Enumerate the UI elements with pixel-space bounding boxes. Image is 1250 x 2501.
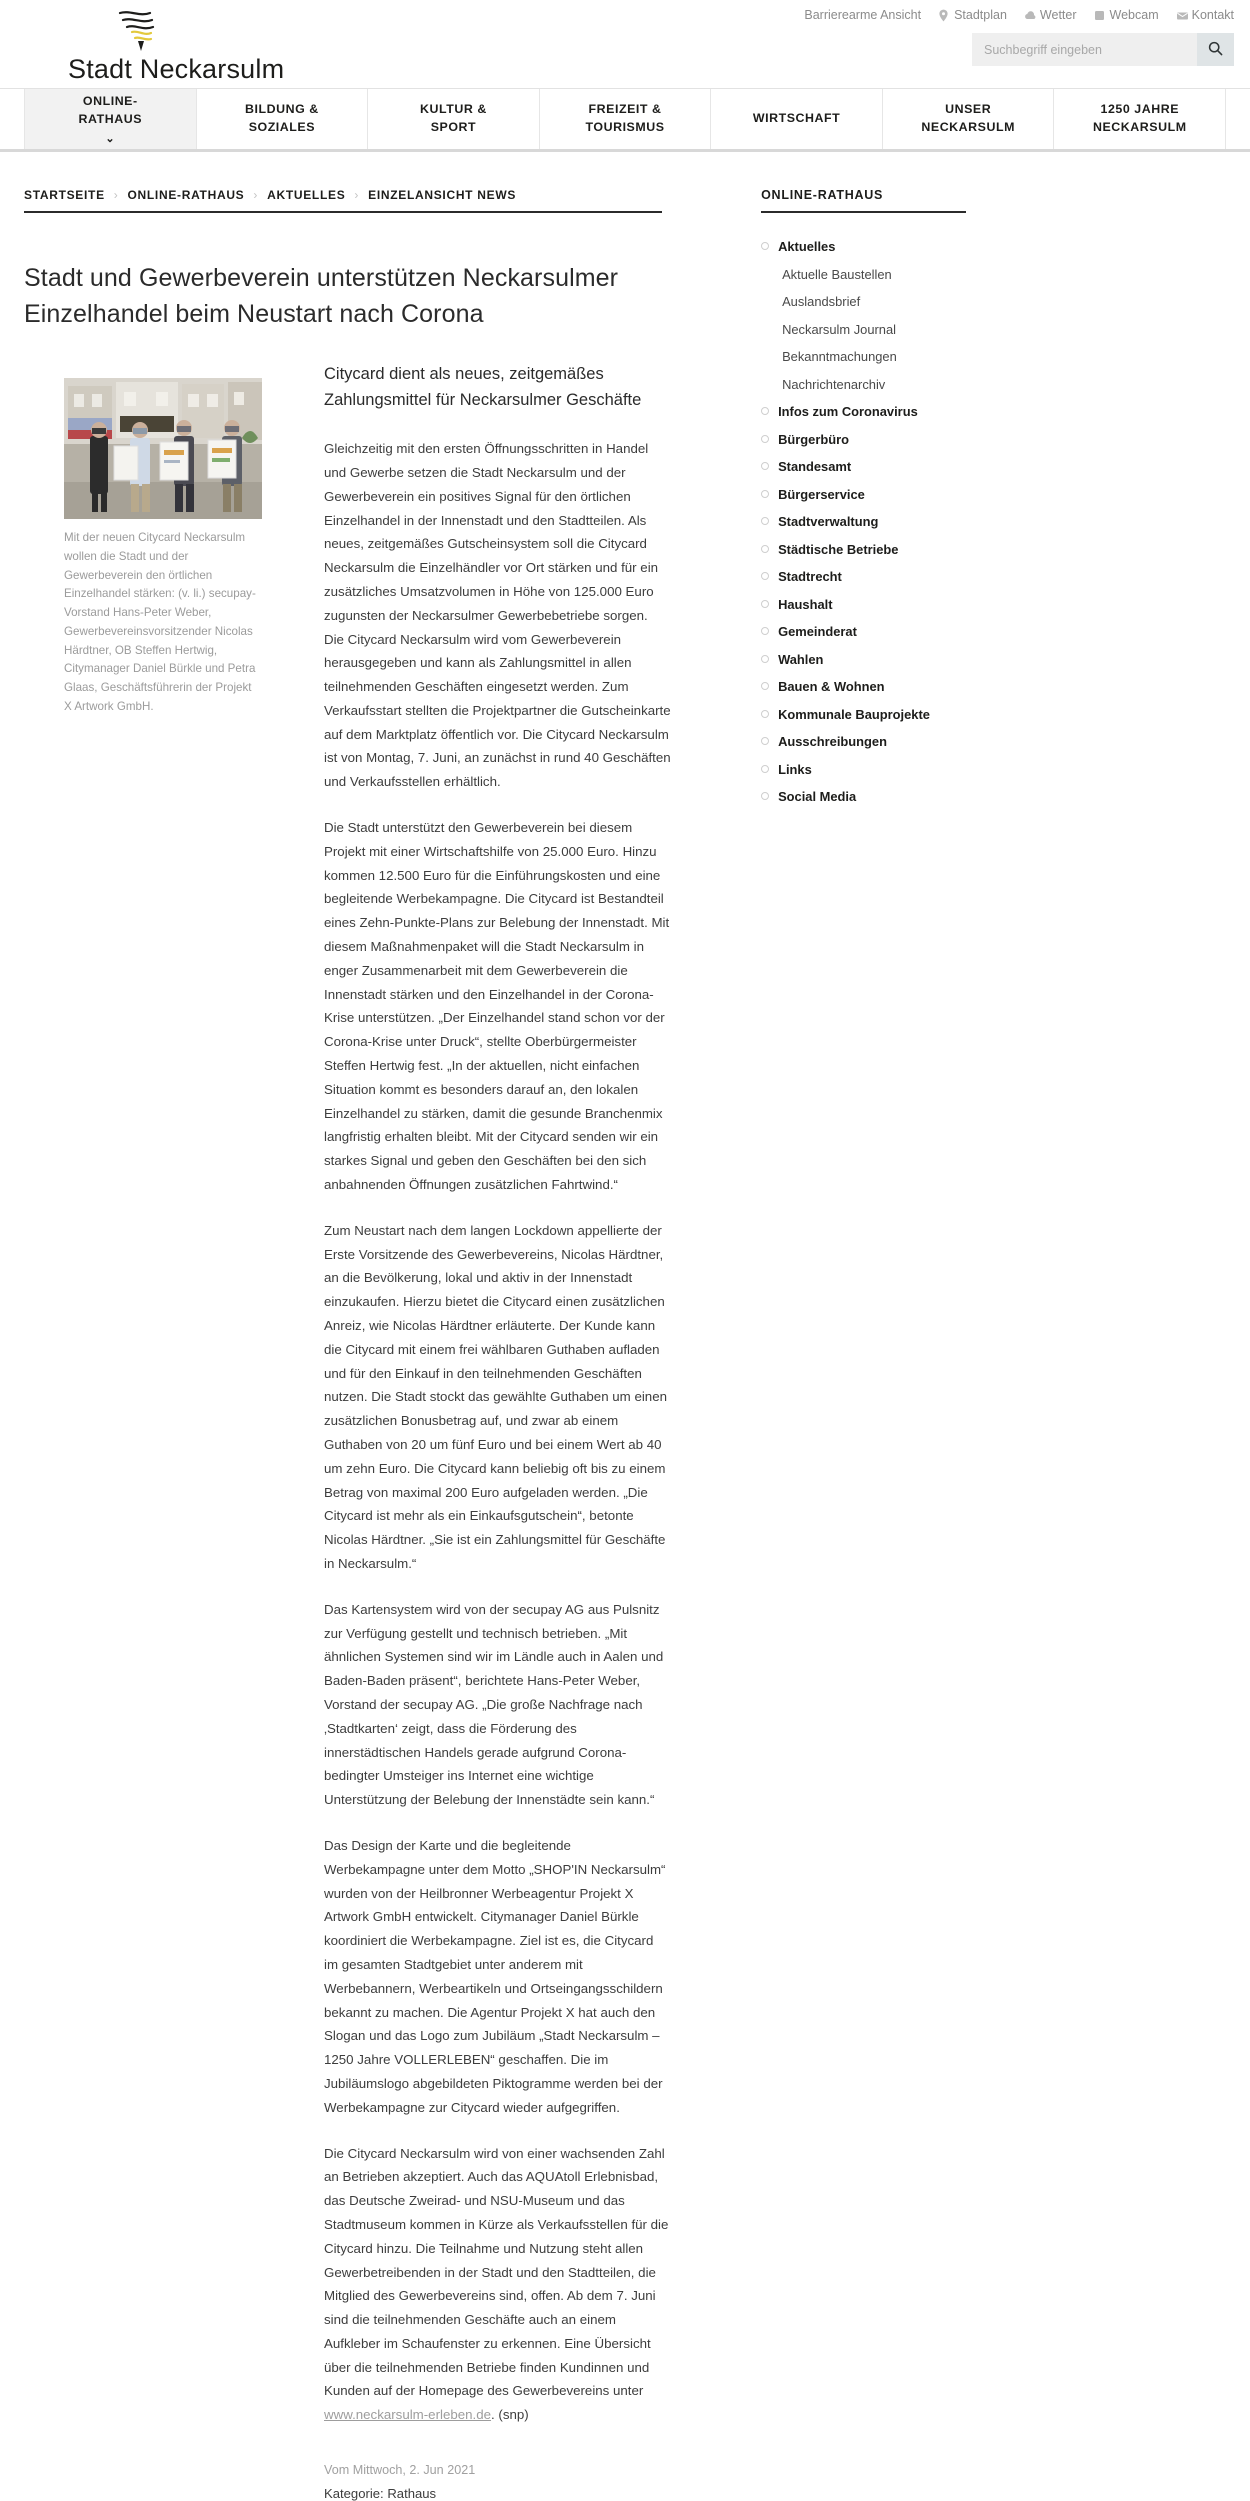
main-navigation [0,88,1250,152]
bullet-icon [761,792,769,800]
sidebar-item-label: Standesamt [778,459,852,474]
sidebar-item-label: Links [778,761,812,777]
map-pin-icon [938,9,949,22]
neckarsulm-wave-crest-icon [110,8,172,52]
bullet-icon [761,627,769,635]
sidebar-item-buergerservice[interactable] [761,486,966,517]
sidebar-item-standesamt[interactable] [761,461,966,489]
article-lead: Citycard dient als neues, zeitgemäßes Zahlungsmittel für Neckarsulmer Geschäfte [324,365,642,409]
article-image-caption: Mit der neuen Citycard Neckarsulm wollen die Stadt und der Gewerbeverein den örtlichen Einzelhandel stärken: (v. li.) secupay-Vorstand Hans-Peter Weber, Gewerbevereinsvorsitzender Nicolas Härdtner, OB Steffen Hertwig, Citymanager Daniel Bürkle und Petra Glaas, Geschäftsführerin der Projekt X Artwork GmbH. [64,531,256,714]
nav-item-online-rathaus[interactable] [24,89,196,149]
sidebar-title: ONLINE-RATHAUS [761,188,966,213]
sidebar-item-label: Wahlen [778,651,824,667]
sidebar-item-links[interactable] [761,761,966,792]
sidebar-item-label: Ausschreibungen [778,734,887,749]
neckarsulm-erleben-link[interactable]: www.neckarsulm-erleben.de [324,2407,492,2423]
nav-item-line-2: SPORT [430,120,477,134]
nav-item-line-1: BILDUNG & [244,102,319,117]
sidebar-item-label: Bauen & Wohnen [778,679,885,694]
article-paragraph: Zum Neustart nach dem langen Lockdown appellierte der Erste Vorsitzende des Gewerbevereins, Nicolas Härdtner, an die Bevölkerung, lokal und aktiv in der Innenstadt einzukaufen. Hierzu bietet die Citycard einen zusätzlichen Anreiz, wie Nicolas Härdtner erläuterte. Der Kunde kann die Citycard mit einem frei wählbaren Guthaben aufladen und für den Einkauf in den teilnehmenden Geschäften nutzen. Die Stadt stockt das gewählte Guthaben um einen zusätzlichen Bonusbetrag auf, und zwar ab einem Guthaben von 20 um fünf Euro und bei einem Wert ab 40 um zehn Euro. Die Citycard kann beliebig oft bis zu einem Betrag von maximal 200 Euro aufgeladen werden. „Die Citycard ist mehr als ein Einkaufsgutschein“, betonte Nicolas Härdtner. „Sie ist ein Zahlungsmittel für Geschäfte in Neckarsulm.“ [324,1222,667,1571]
sidebar-item-label: Aktuelle Baustellen [782,266,892,282]
sidebar-item-nachrichtenarchiv[interactable] [761,376,966,407]
nav-item-line-2: RATHAUS [78,111,143,126]
sidebar-item-bekanntmachungen[interactable] [761,351,966,379]
article-meta [324,2463,671,2501]
sidebar-item-haushalt[interactable] [761,596,966,627]
sidebar-item-label: Neckarsulm Journal [782,321,896,337]
sidebar-item-stadtrecht[interactable] [761,571,966,599]
breadcrumb-item-startseite[interactable]: STARTSEITE [24,188,105,202]
cloud-icon [1024,9,1035,22]
sidebar-item-gemeinderat[interactable] [761,626,966,654]
bullet-icon [761,765,769,773]
meta-link-webcam[interactable] [1094,8,1159,22]
sidebar-item-label: Auslandsbrief [782,294,861,309]
meta-link-label: Webcam [1109,8,1159,22]
sidebar-item-infos-zum-coronavirus[interactable] [761,406,966,434]
article-paragraph: Gleichzeitig mit den ersten Öffnungsschritten in Handel und Gewerbe setzen die Stadt Neckarsulm und der Gewerbeverein ein positives Signal für den örtlichen Einzelhandel in der Innenstadt und den Stadtteilen. Als neues, zeitgemäßes Gutscheinsystem soll die Citycard Neckarsulm die Einzelhändler vor Ort stärken und für ein zusätzliches Umsatzvolumen in Höhe von 125.000 Euro zugunsten der Neckarsulmer Gewerbebetriebe sorgen. Die Citycard Neckarsulm wird vom Gewerbeverein herausgegeben und kann als Zahlungsmittel in allen teilnehmenden Geschäften eingesetzt werden. Zum Verkaufsstart stellten die Projektpartner die Gutscheinkarte auf dem Marktplatz öffentlich vor. Die Citycard Neckarsulm ist von Montag, 7. Juni, an zunächst in rund 40 Geschäften und Verkaufsstellen erhältlich. [324,441,671,790]
sidebar-item-neckarsulm-journal[interactable] [761,321,966,352]
sidebar-item-stadtverwaltung[interactable] [761,516,966,544]
nav-item-line-1: UNSER [945,102,992,117]
sidebar-item-buergerbuero[interactable] [761,431,966,462]
final-paragraph-suffix: . (snp) [491,2407,529,2423]
search-form [972,33,1234,66]
sidebar-item-social-media[interactable] [761,791,966,819]
sidebar-item-wahlen[interactable] [761,651,966,682]
article-figure [64,378,262,2485]
nav-item-line-1: WIRTSCHAFT [752,111,841,125]
camera-icon [1094,9,1105,22]
sidebar-item-label: Stadtverwaltung [778,514,879,529]
sidebar-item-label: Haushalt [778,596,833,612]
nav-item-kultur-sport[interactable] [367,89,539,149]
meta-link-kontakt[interactable] [1176,8,1234,22]
sidebar-item-auslandsbrief[interactable] [761,296,966,324]
nav-item-line-1: KULTUR & [420,102,487,117]
bullet-icon [761,737,769,745]
sidebar-item-label: Social Media [778,789,857,804]
logo-wordmark: Stadt Neckarsulm [68,54,285,84]
meta-link-stadtplan[interactable] [938,8,1007,22]
bullet-icon [761,435,769,443]
nav-item-line-1: 1250 JAHRE [1100,102,1180,117]
sidebar-item-label: Kommunale Bauprojekte [778,706,930,722]
page-title: Stadt und Gewerbeverein unterstützen Neckarsulmer Einzelhandel beim Neustart nach Corona [24,264,619,328]
meta-link-barrierearme-ansicht[interactable] [804,8,921,22]
breadcrumb-separator: › [113,188,119,202]
sidebar-item-label: Bekanntmachungen [782,349,897,364]
meta-link-label: Stadtplan [954,8,1007,22]
search-input[interactable] [972,33,1197,66]
article-paragraph-final [324,2142,671,2428]
sidebar-menu [761,241,966,819]
sidebar-item-label: Bürgerservice [778,486,865,502]
sidebar-item-label: Aktuelles [778,239,836,254]
sidebar-item-label: Städtische Betriebe [778,541,899,557]
sidebar-item-label: Infos zum Coronavirus [778,404,918,419]
sidebar-item-bauen-wohnen[interactable] [761,681,966,709]
sidebar-item-ausschreibungen[interactable] [761,736,966,764]
bullet-icon [761,490,769,498]
bullet-icon [761,545,769,553]
article-paragraph: Das Kartensystem wird von der secupay AG aus Pulsnitz zur Verfügung gestellt und technisch betrieben. „Mit ähnlichen Systemen sind wir im Ländle auch in Aalen und Baden-Baden präsent“, berichtete Hans-Peter Weber, Vorstand der secupay AG. „Die große Nachfrage nach ‚Stadtkarten‘ zeigt, dass die Förderung des innerstädtischen Handels gerade aufgrund Corona-bedingter Umsteiger ins Internet eine wichtige Unterstützung der Belebung der Innenstädte sein kann.“ [324,1601,664,1808]
mail-icon [1176,9,1187,22]
nav-item-wirtschaft[interactable] [710,89,882,149]
nav-item-freizeit-tourismus[interactable] [539,89,711,149]
nav-item-line-1: ONLINE- [82,93,138,108]
sidebar-item-staedtische-betriebe[interactable] [761,541,966,572]
meta-link-label: Wetter [1039,8,1077,22]
breadcrumb [24,188,662,213]
sidebar-item-label: Stadtrecht [778,569,842,584]
breadcrumb-item-einzelansicht-news[interactable]: EINZELANSICHT NEWS [368,188,517,202]
article-paragraph: Das Design der Karte und die begleitende Werbekampagne unter dem Motto „SHOP'IN Neckarsulm“ wurden von der Heilbronner Werbeagentur Projekt X Artwork GmbH entwickelt. Citymanager Daniel Bürkle koordiniert die Werbekampagne. Ziel ist es, die Citycard im gesamten Stadtgebiet unter anderem mit Werbebannern, Werbeartikeln und Ortseingangsschildern bekannt zu machen. Die Agentur Projekt X hat auch den Slogan und das Logo zum Jubiläum „Stadt Neckarsulm – 1250 Jahre VOLLERLEBEN“ geschaffen. Die im Jubiläumslogo abgebildeten Piktogramme werden bei der Werbekampagne zur Citycard wieder aufgegriffen. [324,1837,666,2115]
sidebar-item-label: Nachrichtenarchiv [782,376,886,392]
meta-link-wetter[interactable] [1024,8,1077,22]
article-text [324,362,671,2501]
bullet-icon [761,242,769,250]
search-icon [1208,41,1223,59]
meta-link-label: Barrierearme Ansicht [804,8,922,22]
bullet-icon [761,572,769,580]
article-category: Kategorie: Rathaus [324,2486,437,2501]
sidebar [671,152,1226,2501]
sidebar-item-aktuelles[interactable] [761,241,966,269]
bullet-icon [761,517,769,525]
nav-item-1250-jahre-neckarsulm[interactable] [1053,89,1226,149]
nav-item-line-2: NECKARSULM [1092,120,1187,134]
nav-item-line-2: TOURISMUS [585,120,665,134]
page-body [0,152,1250,2501]
article-date: Vom Mittwoch, 2. Jun 2021 [324,2463,476,2478]
nav-item-bildung-soziales[interactable] [196,89,368,149]
sidebar-item-label: Gemeinderat [778,624,857,639]
search-submit-button[interactable] [1197,33,1234,66]
breadcrumb-separator: › [354,188,360,202]
bullet-icon [761,407,769,415]
chevron-down-icon: ⌄ [105,133,116,146]
final-paragraph-prefix: Die Citycard Neckarsulm wird von einer wachsenden Zahl an Betrieben akzeptiert. Auch das AQUAtoll Erlebnisbad, das Deutsche Zweirad- und NSU-Museum und das Stadtmuseum kommen in Kürze als Verkaufsstellen für die Citycard hinzu. Die Teilnahme und Nutzung steht allen Gewerbetreibenden in der Stadt und den Stadtteilen, die Mitglied des Gewerbevereins sind, offen. Ab dem 7. Juni sind die teilnehmenden Geschäfte auch an einem Aufkleber im Schaufenster zu erkennen. Eine Übersicht über die teilnehmenden Betriebe finden Kundinnen und Kunden auf der Homepage des Gewerbevereins unter [324,2145,669,2399]
article-image [64,378,262,519]
meta-navigation [804,8,1234,22]
nav-item-unser-neckarsulm[interactable] [882,89,1054,149]
nav-item-line-2: NECKARSULM [921,120,1015,134]
breadcrumb-item-aktuelles[interactable]: AKTUELLES [267,188,346,202]
bullet-icon [761,710,769,718]
site-logo[interactable] [68,8,388,85]
bullet-icon [761,462,769,470]
breadcrumb-item-online-rathaus[interactable]: ONLINE-RATHAUS [127,188,245,202]
bullet-icon [761,600,769,608]
article-paragraph: Die Stadt unterstützt den Gewerbeverein bei diesem Projekt mit einer Wirtschaftshilfe von 25.000 Euro. Hinzu kommen 12.500 Euro für die Einführungskosten und eine begleitende Werbekampagne. Die Citycard ist Bestandteil eines Zehn-Punkte-Plans zur Belebung der Innenstadt. Mit diesem Maßnahmenpaket will die Stadt Neckarsulm in enger Zusammenarbeit mit dem Gewerbeverein die Innenstadt stärken und den Einzelhandel in der Corona-Krise unterstützen. „Der Einzelhandel stand schon vor der Corona-Krise unter Druck“, stellte Oberbürgermeister Steffen Hertwig fest. „In der aktuellen, nicht einfachen Situation kommt es besonders darauf an, den lokalen Einzelhandel zu stärken, damit die gesunde Branchenmix langfristig erhalten bleibt. Mit der Citycard senden wir ein starkes Signal und geben den Geschäften bei den sich anbahnenden Öffnungen zusätzlichen Fahrtwind.“ [324,820,670,1193]
nav-item-line-2: SOZIALES [248,120,316,134]
sidebar-item-label: Bürgerbüro [778,431,849,447]
meta-link-label: Kontakt [1191,8,1234,22]
article [24,362,671,2501]
bullet-icon [761,682,769,690]
main-content [24,152,671,2501]
nav-item-line-1: FREIZEIT & [588,102,662,117]
bullet-icon [761,655,769,663]
site-header [0,0,1250,88]
breadcrumb-separator: › [253,188,259,202]
sidebar-item-kommunale-bauprojekte[interactable] [761,706,966,737]
sidebar-item-aktuelle-baustellen[interactable] [761,266,966,297]
